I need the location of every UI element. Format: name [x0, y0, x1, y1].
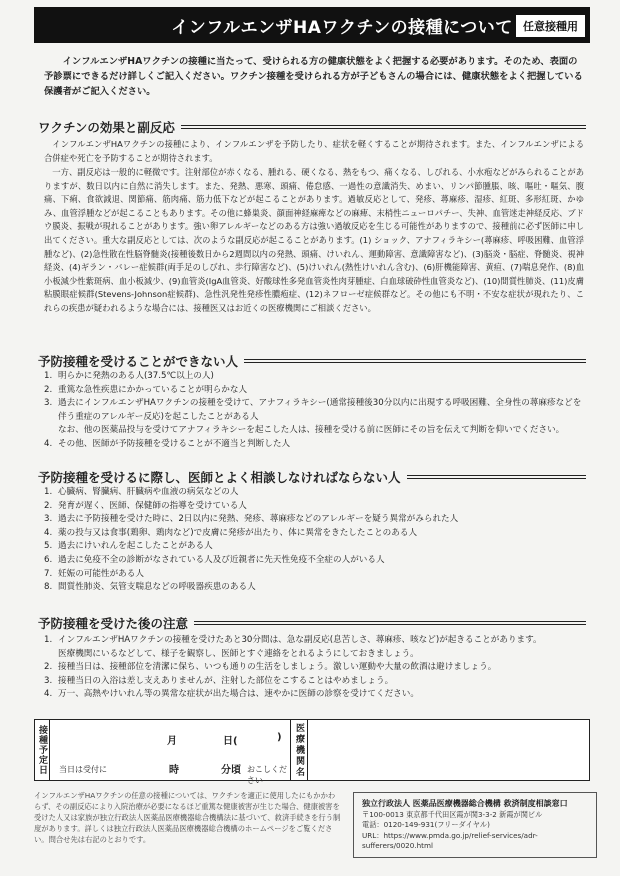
list-item-text [58, 634, 584, 661]
list-item-main: 心臓病、腎臓病、肝臓病や血液の病気などの人 [58, 487, 239, 497]
list-item-text [58, 500, 584, 514]
list-item-main: 過去にけいれんを起こしたことがある人 [58, 541, 213, 552]
list-item [44, 554, 584, 568]
weekday-close: ) [277, 732, 282, 743]
list-item-main: その他、医師が予防接種を受けることが不適当と判断した人 [58, 438, 291, 449]
contact-url[interactable]: URL：https://www.pmda.go.jp/relief-services/adr-sufferers/0020.html [362, 830, 538, 850]
list-item [44, 540, 584, 554]
schedule-fields [49, 720, 290, 785]
list-item-text [58, 486, 584, 500]
list-item [44, 568, 584, 582]
list-item [44, 675, 584, 689]
list-item-number: 7. [44, 568, 53, 579]
day-field[interactable]: 日( [223, 736, 238, 747]
contact-box [353, 792, 597, 858]
list-item-text [58, 688, 584, 702]
cannot-list [44, 370, 584, 452]
effects-heading-text: ワクチンの効果と副反応 [38, 120, 175, 135]
list-item-text [58, 397, 584, 438]
list-item-number: 4. [44, 689, 53, 700]
list-item [44, 688, 584, 702]
list-item-main: 接種当日の入浴は差し支えありませんが、注射した部位をこすることはやめましょう。 [58, 675, 394, 686]
after-list [44, 634, 584, 702]
list-item [44, 370, 584, 384]
heading-rule [194, 621, 586, 625]
list-item-number: 5. [44, 541, 53, 552]
list-item-text [58, 675, 584, 689]
list-item-main: 間質性肺炎、気管支喘息などの呼吸器疾患のある人 [58, 582, 256, 593]
effects-heading [38, 118, 586, 136]
cannot-heading-text: 予防接種を受けることができない人 [38, 354, 239, 369]
after-heading-text: 予防接種を受けた後の注意 [38, 616, 189, 631]
effects-paragraph-2: 一方、副反応は一般的に軽微です。注射部位が赤くなる、腫れる、硬くなる、熱をもつ、痛くなる、しびれる、小水疱などがみられることがありますが、数日以内に自然に消失します。また、発熱、悪寒、頭痛、倦怠感、一過性の意識消失、めまい、リンパ節腫脹、咳、嘔吐・嘔気、腹痛、下痢、食欲減退、関節痛、筋肉痛、筋力低下などが起こることがあります。過敏反応として、発疹、蕁麻疹、湿疹、紅斑、多形紅斑、かゆみ、血管浮腫などが起こることもあります。その他に蜂巣炎、顔面神経麻痺などの麻痺、末梢性ニューロパチー、失神、血管迷走神経反応、ブドウ膜炎、振戦が現れることがあります。強い卵アレルギーなどのある方は強い過敏反応を生じる可能性がありますので、接種前に必ず医師に申し出てください。重大な副反応としては、次のような副反応が起こることがあります。(1) ショック、アナフィラキシー(蕁麻疹、呼吸困難、血管浮腫など)、(2)急性散在性脳脊髄炎(接種後数日から2週間以内の発熱、頭痛、けいれん、運動障害、意識障害など)、(3)脳炎・脳症、脊髄炎、視神経炎、(4)ギラン・バレー症候群(両手足のしびれ、歩行障害など)、(5)けいれん(熱性けいれん含む)、(6)肝機能障害、黄疸、(7)喘息発作、(8)血小板減少性紫斑病、血小板減少、(9)血管炎(IgA血管炎、好酸球性多発血管炎性肉芽腫症、白血球破砕性血管炎など)、(10)間質性肺炎、(11)皮膚粘膜眼症候群(Stevens-Johnson症候群)、急性汎発性発疹性膿疱症、(12)ネフローゼ症候群など。その他にも不明・不安な症状が現れたり、これらの疾患が疑われるような場合には、接種医又はお近くの医療機関にご相談ください。 [44, 167, 584, 313]
intro-text: インフルエンザHAワクチンの接種に当たって、受けられる方の健康状態をよく把握する必要があります。そのため、表面の予診票にできるだけ詳しくご記入ください。ワクチン接種を受けられる方が子どもさんの場合には、健康状態をよく把握している保護者がご記入ください。 [44, 56, 583, 97]
heading-rule [181, 125, 586, 129]
minute-field[interactable]: 分頃 [221, 765, 241, 776]
list-item-number: 1. [44, 487, 53, 497]
list-item-main: 過去に免疫不全の診断がなされている人及び近親者に先天性免疫不全症の人がいる人 [58, 554, 385, 565]
contact-org: 独立行政法人 医薬品医療機器総合機構 救済制度相談窓口 [362, 799, 568, 808]
list-item-number: 8. [44, 582, 53, 593]
list-item [44, 438, 584, 452]
effects-paragraph-1: インフルエンザHAワクチンの接種により、インフルエンザを予防したり、症状を軽くすることが期待されます。また、インフルエンザによる合併症や死亡を予防することが期待されます。 [44, 139, 584, 163]
list-item-text [58, 661, 584, 675]
heading-rule [244, 359, 586, 363]
list-item-number: 6. [44, 554, 53, 565]
list-item-number: 1. [44, 635, 53, 645]
heading-rule [407, 475, 586, 479]
list-item [44, 384, 584, 398]
list-item-main: 過去にインフルエンザHAワクチンの接種を受けて、アナフィラキシー(通常接種後30分以内に出現する呼吸困難、全身性の蕁麻疹などを伴う重症のアレルギー反応)を起こしたことがある人 [58, 398, 582, 422]
list-item [44, 661, 584, 675]
list-item-text [58, 554, 584, 568]
list-item-main: 接種当日は、接種部位を清潔に保ち、いつも通りの生活をしましょう。激しい運動や大量の飲酒は避けましょう。 [58, 662, 497, 673]
list-item-note: 医療機関にいるなどして、様子を観察し、医師とすぐ連絡をとれるようにしておきましょう。 [58, 648, 419, 659]
list-item-number: 3. [44, 514, 53, 525]
list-item-number: 3. [44, 675, 53, 686]
list-item-main: 妊娠の可能性がある人 [58, 568, 144, 579]
voluntary-badge: 任意接種用 [516, 15, 585, 37]
month-field[interactable]: 月 [167, 736, 177, 747]
list-item-number: 2. [44, 500, 53, 511]
consult-list [44, 486, 584, 595]
list-item-number: 4. [44, 527, 53, 538]
list-item [44, 500, 584, 514]
list-item-main: インフルエンザHAワクチンの接種を受けたあと30分間は、急な副反応(息苦しさ、蕁麻疹、咳など)が起きることがあります。 [58, 635, 542, 645]
list-item-text [58, 513, 584, 527]
list-item-main: 重篤な急性疾患にかかっていることが明らかな人 [58, 384, 248, 395]
list-item [44, 397, 584, 438]
list-item-text [58, 568, 584, 582]
consult-heading-text: 予防接種を受けるに際し、医師とよく相談しなければならない人 [38, 470, 401, 485]
list-item-number: 2. [44, 662, 53, 673]
contact-address: 〒100-0013 東京都千代田区霞が関3-3-2 新霞が関ビル [362, 809, 543, 819]
list-item-text [58, 527, 584, 541]
list-item-text [58, 540, 584, 554]
hour-field[interactable]: 時 [169, 765, 179, 776]
list-item [44, 527, 584, 541]
list-item-main: 万一、高熱やけいれん等の異常な症状が出た場合は、速やかに医師の診察を受けてください。 [58, 689, 419, 700]
list-item-main: 明らかに発熱のある人(37.5℃以上の人) [58, 371, 214, 381]
list-item [44, 581, 584, 595]
list-item-text [58, 581, 584, 595]
page-title: インフルエンザHAワクチンの接種について [171, 17, 513, 38]
contact-phone: 電話：0120-149-931(フリーダイヤル) [362, 820, 490, 829]
title-bar [34, 7, 590, 43]
list-item-main: 発育が遅く、医師、保健師の指導を受けている人 [58, 500, 247, 511]
list-item-note: なお、他の医薬品投与を受けてアナフィラキシーを起こした人は、接種を受ける前に医師にその旨を伝えて判断を仰いでください。 [58, 425, 565, 436]
after-heading [38, 614, 586, 632]
list-item-main: 薬の投与又は食事(鶏卵、鶏肉など)で皮膚に発疹が出たり、体に異常をきたしたことのある人 [58, 527, 418, 538]
list-item-main: 過去に予防接種を受けた時に、2日以内に発熱、発疹、蕁麻疹などのアレルギーを疑う異常がみられた人 [58, 514, 459, 525]
list-item-text [58, 438, 584, 452]
list-item [44, 513, 584, 527]
list-item-number: 2. [44, 384, 53, 395]
list-item-number: 3. [44, 398, 53, 409]
facility-label: 医療機関名 [290, 720, 308, 780]
cannot-heading [38, 352, 586, 370]
consult-heading [38, 468, 586, 486]
list-item [44, 634, 584, 661]
list-item-number: 4. [44, 438, 53, 449]
list-item [44, 486, 584, 500]
list-item-number: 1. [44, 371, 53, 381]
list-item-text [58, 384, 584, 398]
please-come-text: おこしください [247, 765, 287, 785]
schedule-box [34, 719, 590, 785]
relief-note: インフルエンザHAワクチンの任意の接種については、ワクチンを適正に使用したにもかかわらず、その副反応により入院治療が必要になるほど重篤な健康被害が生じた場合、健康被害を受けた人又は家族が独立行政法人医薬品医療機器総合機構法に基づいて、救済手続きを行う制度があります。詳しくは独立行政法人医薬品医療機器総合機構のホームページをご覧ください。問合せ先は右記のとおりです。 [34, 791, 341, 844]
list-item-text [58, 370, 584, 384]
schedule-label: 接種予定日 [35, 720, 50, 780]
same-day-note: 当日は受付に [59, 765, 107, 774]
